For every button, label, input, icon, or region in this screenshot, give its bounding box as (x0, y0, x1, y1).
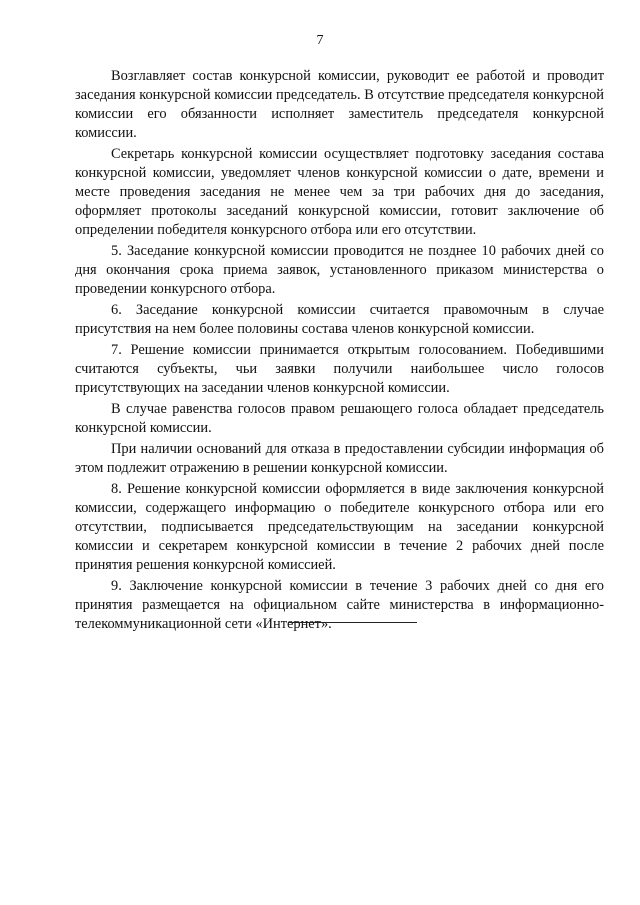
paragraph-chairman: Возглавляет состав конкурсной комиссии, руководит ее работой и проводит заседания конкурсной комиссии председатель. В отсутствие председателя конкурсной комиссии его обязанности исполняет заместитель председателя конкурсной комиссии. (75, 68, 604, 141)
paragraph-secretary: Секретарь конкурсной комиссии осуществляет подготовку заседания состава конкурсной комиссии, уведомляет членов конкурсной комиссии о дате, времени и месте проведения заседания не менее чем за три рабочих дня до заседания, оформляет протоколы заседаний конкурсной комиссии, готовит заключение об определении победителя конкурсного отбора или его отсутствии. (75, 146, 604, 238)
closing-divider (289, 622, 417, 623)
paragraph-tie-vote: В случае равенства голосов правом решающего голоса обладает председатель конкурсной комиссии. (75, 401, 604, 436)
page-number: 7 (316, 33, 324, 48)
paragraph-item-9: 9. Заключение конкурсной комиссии в течение 3 рабочих дней со дня его принятия размещается на официальном сайте министерства в информационно-телекоммуникационной сети «Интернет». (75, 578, 604, 632)
paragraph-item-8: 8. Решение конкурсной комиссии оформляется в виде заключения конкурсной комиссии, содержащего информацию о победителе конкурсного отбора или его отсутствии, подписывается председательствующим на заседании конкурсной комиссии и секретарем конкурсной комиссии в течение 2 рабочих дней после принятия решения конкурсной комиссией. (75, 481, 604, 573)
document-body (75, 67, 604, 636)
paragraph-item-7: 7. Решение комиссии принимается открытым голосованием. Победившими считаются субъекты, чьи заявки получили наибольшее число голосов присутствующих на заседании членов конкурсной комиссии. (75, 342, 604, 396)
paragraph-refusal-grounds: При наличии оснований для отказа в предоставлении субсидии информация об этом подлежит отражению в решении конкурсной комиссии. (75, 441, 604, 476)
paragraph-item-5: 5. Заседание конкурсной комиссии проводится не позднее 10 рабочих дней со дня окончания срока приема заявок, установленного приказом министерства о проведении конкурсного отбора. (75, 243, 604, 297)
paragraph-item-6: 6. Заседание конкурсной комиссии считается правомочным в случае присутствия на нем более половины состава членов конкурсной комиссии. (75, 302, 604, 337)
